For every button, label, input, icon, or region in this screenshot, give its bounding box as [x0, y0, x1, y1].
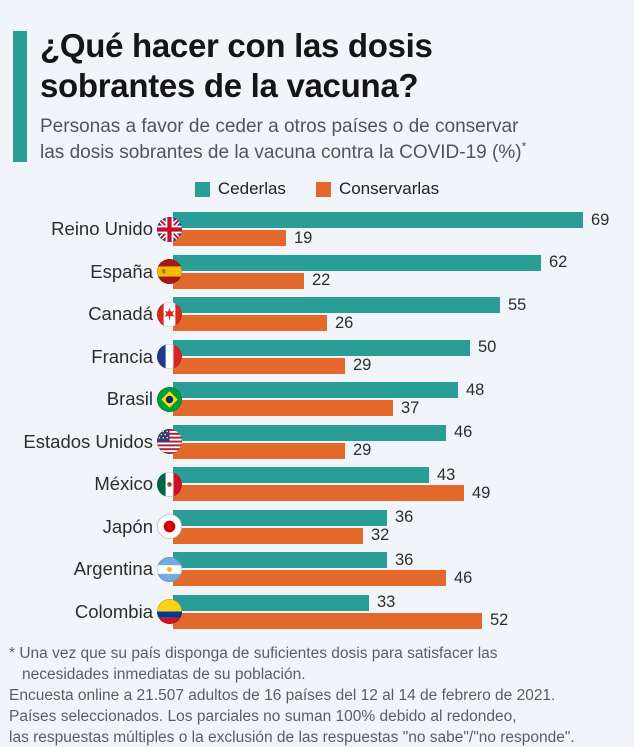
country-label: México — [94, 473, 153, 494]
page-title — [40, 26, 433, 106]
conservarlas-value-label: 29 — [353, 356, 372, 374]
legend-label-cederlas: Cederlas — [217, 179, 286, 198]
footnote-line: Encuesta online a 21.507 adultos de 16 países del 12 al 14 de febrero de 2021. — [9, 687, 556, 704]
country-row — [0, 212, 634, 246]
country-label: Japón — [102, 515, 153, 537]
legend-item-cederlas — [195, 179, 286, 199]
cederlas-bar — [173, 510, 387, 526]
conservarlas-value-label: 46 — [454, 568, 473, 587]
bar-group — [173, 467, 490, 503]
cederlas-value-label: 36 — [395, 550, 414, 569]
country-row — [0, 425, 634, 459]
legend-label-conservarlas: Conservarlas — [338, 179, 440, 198]
conservarlas-swatch-icon — [316, 182, 331, 197]
conservarlas-bar — [173, 315, 327, 331]
conservarlas-value-label: 52 — [490, 611, 509, 629]
es-flag-icon — [157, 259, 182, 284]
cederlas-value-label: 62 — [549, 253, 568, 271]
us-flag-icon — [157, 429, 182, 454]
footnote-line: las respuestas múltiples o la exclusión de las respuestas "no sabe"/"no responde". — [9, 729, 575, 746]
country-label: Argentina — [73, 558, 153, 579]
cederlas-value-label: 55 — [508, 295, 527, 314]
conservarlas-value-label: 37 — [401, 398, 420, 417]
fr-flag-icon — [157, 344, 182, 369]
country-row — [0, 255, 634, 289]
conservarlas-value-label: 32 — [371, 526, 390, 544]
cederlas-value-label: 43 — [437, 465, 456, 484]
chart-subtitle-line2-text: las dosis sobrantes de la vacuna contra la COVID-19 (%) — [40, 142, 522, 163]
bar-group — [173, 382, 484, 418]
conservarlas-value-label: 49 — [472, 483, 491, 502]
conservarlas-bar — [173, 358, 345, 374]
conservarlas-bar — [173, 400, 393, 416]
cederlas-bar — [173, 595, 369, 611]
chart-subtitle-line1: Personas a favor de ceder a otros países o de conservar — [40, 116, 519, 137]
cederlas-bar — [173, 425, 446, 441]
cederlas-value-label: 33 — [377, 593, 396, 611]
conservarlas-bar — [173, 528, 363, 544]
bar-group — [173, 297, 526, 333]
br-flag-icon — [157, 387, 182, 412]
uk-flag-icon — [157, 217, 182, 242]
ca-flag-icon — [157, 302, 182, 327]
conservarlas-bar — [173, 273, 304, 289]
legend-item-conservarlas — [316, 179, 439, 199]
country-label: Reino Unido — [51, 218, 153, 239]
cederlas-bar — [173, 255, 541, 271]
footnote-line: necesidades inmediatas de su población. — [22, 666, 306, 683]
cederlas-bar — [173, 212, 583, 228]
conservarlas-value-label: 29 — [353, 441, 372, 459]
conservarlas-bar — [173, 613, 482, 629]
conservarlas-value-label: 22 — [312, 271, 331, 289]
bar-group — [173, 340, 496, 376]
country-label: España — [90, 260, 153, 282]
cederlas-value-label: 46 — [454, 423, 473, 441]
bar-group — [173, 425, 472, 461]
conservarlas-bar — [173, 443, 345, 459]
conservarlas-bar — [173, 570, 446, 586]
conservarlas-value-label: 26 — [335, 313, 354, 332]
cederlas-bar — [173, 382, 458, 398]
cederlas-value-label: 36 — [395, 508, 414, 526]
cederlas-bar — [173, 340, 470, 356]
cederlas-value-label: 69 — [591, 210, 610, 229]
country-row — [0, 467, 634, 501]
country-label: Francia — [91, 345, 153, 367]
country-label: Estados Unidos — [23, 430, 153, 452]
footnote-line: * Una vez que su país disponga de suficientes dosis para satisfacer las — [9, 645, 498, 662]
conservarlas-bar — [173, 485, 464, 501]
cederlas-bar — [173, 467, 429, 483]
chart-legend — [0, 179, 634, 199]
bar-group — [173, 552, 472, 588]
country-label: Brasil — [106, 388, 153, 409]
bar-group — [173, 595, 508, 631]
footnote-line: Países seleccionados. Los parciales no suman 100% debido al redondeo, — [9, 708, 517, 725]
cederlas-value-label: 48 — [466, 380, 485, 399]
country-row — [0, 340, 634, 374]
cederlas-bar — [173, 297, 500, 313]
country-row — [0, 552, 634, 586]
country-row — [0, 382, 634, 416]
page-title-line1: ¿Qué hacer con las dosis — [40, 27, 433, 64]
ar-flag-icon — [157, 557, 182, 582]
conservarlas-bar — [173, 230, 286, 246]
footnote-marker: * — [521, 139, 527, 154]
cederlas-swatch-icon — [195, 182, 210, 197]
chart-subtitle-line2 — [40, 140, 526, 166]
bar-group — [173, 212, 609, 248]
country-row — [0, 595, 634, 629]
bar-group — [173, 255, 567, 291]
co-flag-icon — [157, 599, 182, 624]
jp-flag-icon — [157, 514, 182, 539]
bar-chart — [0, 212, 634, 637]
mx-flag-icon — [157, 472, 182, 497]
country-label: Canadá — [88, 303, 153, 324]
conservarlas-value-label: 19 — [294, 228, 313, 247]
cederlas-value-label: 50 — [478, 338, 497, 356]
cederlas-bar — [173, 552, 387, 568]
bar-group — [173, 510, 413, 546]
page-title-line2: sobrantes de la vacuna? — [40, 67, 419, 104]
country-label: Colombia — [74, 600, 153, 622]
country-row — [0, 297, 634, 331]
country-row — [0, 510, 634, 544]
title-accent-bar — [13, 31, 27, 162]
chart-subtitle — [40, 114, 526, 166]
footnote — [9, 643, 627, 747]
